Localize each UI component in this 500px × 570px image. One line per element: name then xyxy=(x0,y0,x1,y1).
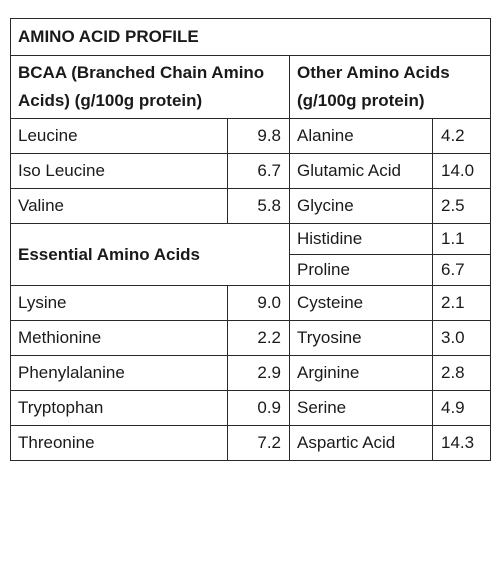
acid-value: 9.8 xyxy=(228,119,290,154)
acid-name: Valine xyxy=(11,189,228,224)
acid-name: Glutamic Acid xyxy=(290,154,433,189)
table-row xyxy=(11,154,491,189)
acid-value: 2.2 xyxy=(228,321,290,356)
acid-value: 4.2 xyxy=(433,119,491,154)
acid-value: 14.0 xyxy=(433,154,491,189)
acid-name: Phenylalanine xyxy=(11,356,228,391)
acid-name: Methionine xyxy=(11,321,228,356)
bcaa-header: BCAA (Branched Chain Amino Acids) (g/100g protein) xyxy=(11,56,290,119)
acid-name: Serine xyxy=(290,391,433,426)
acid-name: Histidine xyxy=(290,224,433,255)
table-row xyxy=(11,286,491,321)
acid-value: 5.8 xyxy=(228,189,290,224)
acid-name: Threonine xyxy=(11,426,228,461)
acid-name: Aspartic Acid xyxy=(290,426,433,461)
acid-name: Proline xyxy=(290,255,433,286)
acid-value: 4.9 xyxy=(433,391,491,426)
acid-name: Tryosine xyxy=(290,321,433,356)
acid-value: 6.7 xyxy=(228,154,290,189)
table-row xyxy=(11,356,491,391)
acid-name: Lysine xyxy=(11,286,228,321)
other-amino-acids-header: Other Amino Acids (g/100g protein) xyxy=(290,56,491,119)
acid-value: 9.0 xyxy=(228,286,290,321)
table-row xyxy=(11,391,491,426)
acid-value: 1.1 xyxy=(433,224,491,255)
table-row xyxy=(11,189,491,224)
acid-value: 3.0 xyxy=(433,321,491,356)
acid-value: 2.5 xyxy=(433,189,491,224)
essential-amino-acids-header: Essential Amino Acids xyxy=(11,224,290,286)
acid-value: 0.9 xyxy=(228,391,290,426)
acid-name: Iso Leucine xyxy=(11,154,228,189)
acid-value: 6.7 xyxy=(433,255,491,286)
acid-name: Leucine xyxy=(11,119,228,154)
acid-value: 2.1 xyxy=(433,286,491,321)
acid-name: Cysteine xyxy=(290,286,433,321)
acid-value: 14.3 xyxy=(433,426,491,461)
acid-name: Tryptophan xyxy=(11,391,228,426)
acid-name: Arginine xyxy=(290,356,433,391)
table-row xyxy=(11,119,491,154)
acid-name: Glycine xyxy=(290,189,433,224)
acid-value: 2.9 xyxy=(228,356,290,391)
table-row xyxy=(11,426,491,461)
table-row xyxy=(11,321,491,356)
acid-name: Alanine xyxy=(290,119,433,154)
acid-value: 7.2 xyxy=(228,426,290,461)
table-row xyxy=(11,224,491,255)
table-title: AMINO ACID PROFILE xyxy=(11,19,491,56)
acid-value: 2.8 xyxy=(433,356,491,391)
amino-acid-profile-table xyxy=(10,18,491,461)
